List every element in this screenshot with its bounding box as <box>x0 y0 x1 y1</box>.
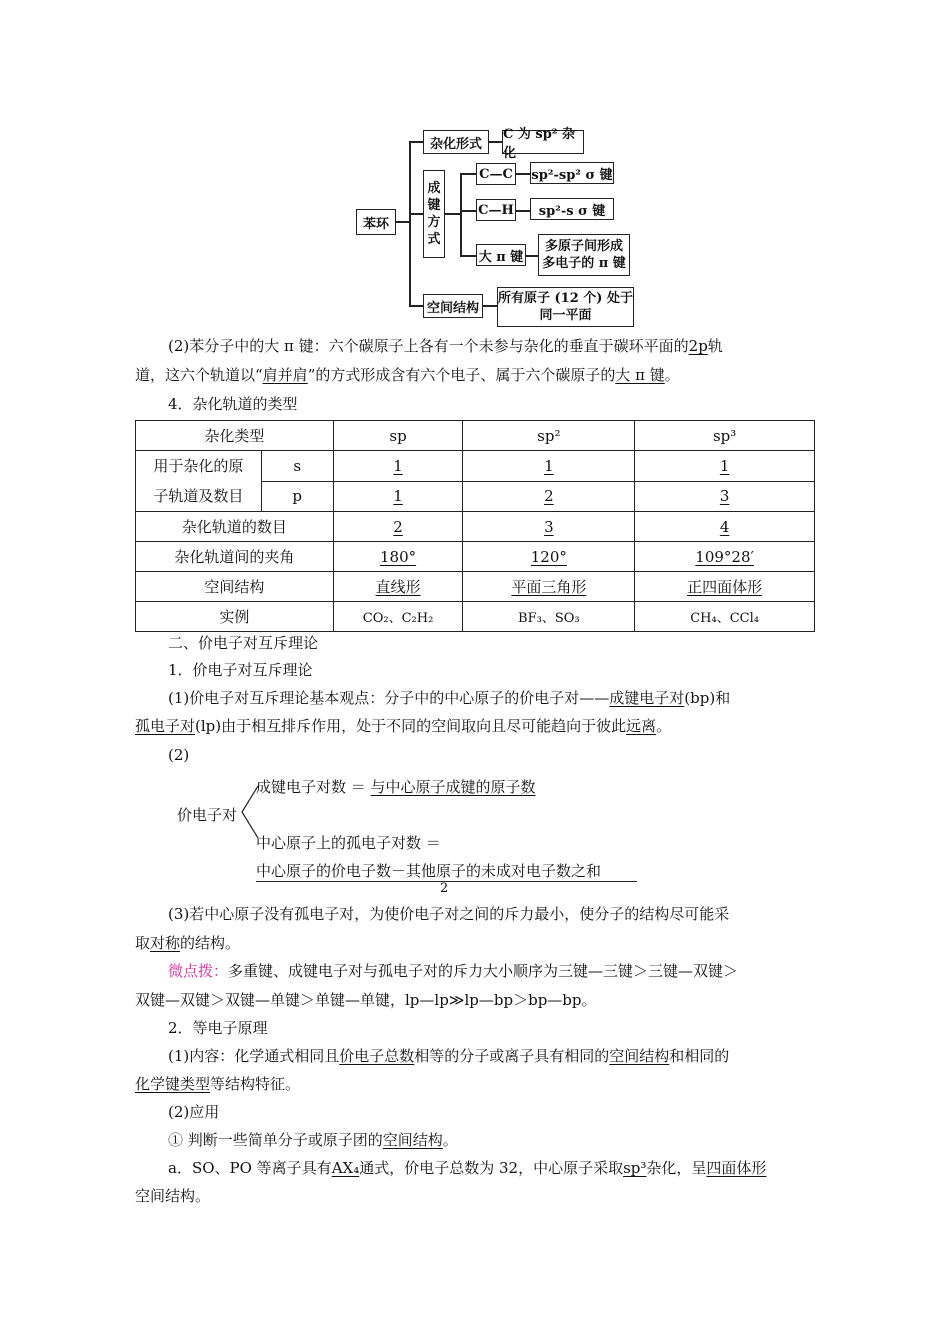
paragraph-vsepr-label: (2) <box>168 746 190 764</box>
pi-bond: 大 π 键 <box>476 244 526 266</box>
tip-line-2: 双键—双键＞双键—单键＞单键—单键，lp—lp≫lp—bp＞bp—bp。 <box>135 991 597 1009</box>
table-row: 空间结构 直线形 平面三角形 正四面体形 <box>136 572 815 602</box>
section-2-heading: 二、价电子对互斥理论 <box>168 634 319 652</box>
application-item-a-1: a．SO、PO 等离子具有AX₄通式，价电子总数为 32，中心原子采取sp³杂化，呈四面体形 <box>168 1159 767 1177</box>
hybrid-orbital-table <box>135 420 815 632</box>
paragraph-vsepr-3a: (3)若中心原子没有孤电子对，为使价电子对之间的斥力最小，使分子的结构尽可能采 <box>168 905 730 923</box>
cc-bond: C—C <box>476 163 516 185</box>
subsection-1-heading: 1．价电子对互斥理论 <box>168 661 313 679</box>
table-row: 杂化轨道间的夹角 180° 120° 109°28′ <box>136 542 815 572</box>
cc-bond-type: sp²-sp² σ 键 <box>530 162 614 184</box>
bond-method-label: 成 键 方 式 <box>423 170 445 258</box>
bp-count: 成键电子对数 ＝ 与中心原子成键的原子数 <box>256 778 536 796</box>
struct-label: 空间结构 <box>423 294 483 318</box>
table-row: 杂化轨道的数目 2 3 4 <box>136 512 815 542</box>
paragraph-isoelectronic-1: (1)内容：化学通式相同且价电子总数相等的分子或离子具有相同的空间结构和相同的 <box>168 1047 730 1065</box>
paragraph-vsepr-3b: 取对称的结构。 <box>135 934 241 952</box>
subsection-2-heading: 2．等电子原理 <box>168 1019 268 1037</box>
lp-formula-numerator: 中心原子的价电子数－其他原子的未成对电子数之和 <box>256 862 602 880</box>
tip-line-1: 微点拨：多重键、成键电子对与孤电子对的斥力大小顺序为三键—三键＞三键—双键＞ <box>168 962 739 980</box>
tip-label: 微点拨： <box>168 962 229 980</box>
vsepr-root: 价电子对 <box>177 806 238 824</box>
hybrid-label: 杂化形式 <box>423 130 489 154</box>
paragraph-vsepr-1: (1)价电子对互斥理论基本观点：分子中的中心原子的价电子对——成键电子对(bp)和 <box>168 689 731 707</box>
diagram-root: 苯环 <box>356 209 396 235</box>
paragraph-pi-bond-2: 道，这六个轨道以“肩并肩”的方式形成含有六个电子、属于六个碳原子的大 π 键。 <box>135 366 680 384</box>
table-row: 用于杂化的原 子轨道及数目 s 1 1 1 <box>136 451 815 482</box>
paragraph-vsepr-2: 孤电子对(lp)由于相互排斥作用，处于不同的空间取向且尽可能趋向于彼此远离。 <box>135 717 672 735</box>
pi-bond-desc: 多原子间形成 多电子的 π 键 <box>538 234 630 276</box>
struct-desc: 所有原子 (12 个) 处于 同一平面 <box>497 287 634 327</box>
table-row: 杂化类型 sp sp² sp³ <box>136 421 815 451</box>
application-heading: (2)应用 <box>168 1103 220 1121</box>
table-row: 实例 CO₂、C₂H₂ BF₃、SO₃ CH₄、CCl₄ <box>136 602 815 632</box>
ch-bond: C—H <box>476 199 516 221</box>
section-4-heading: 4．杂化轨道的类型 <box>168 395 298 413</box>
paragraph-pi-bond-1: (2)苯分子中的大 π 键：六个碳原子上各有一个未参与杂化的垂直于碳环平面的2p轨 <box>168 337 723 355</box>
hybrid-value: C 为 sp² 杂化 <box>502 130 584 154</box>
ch-bond-type: sp²-s σ 键 <box>530 198 614 220</box>
table-row: p 1 2 3 <box>136 481 815 512</box>
paragraph-isoelectronic-2: 化学键类型等结构特征。 <box>135 1075 301 1093</box>
lp-count-label: 中心原子上的孤电子对数 ＝ <box>256 834 441 852</box>
lp-formula-denominator: 2 <box>440 881 449 896</box>
application-item-1: ① 判断一些简单分子或原子团的空间结构。 <box>168 1131 458 1149</box>
application-item-a-2: 空间结构。 <box>135 1187 211 1205</box>
